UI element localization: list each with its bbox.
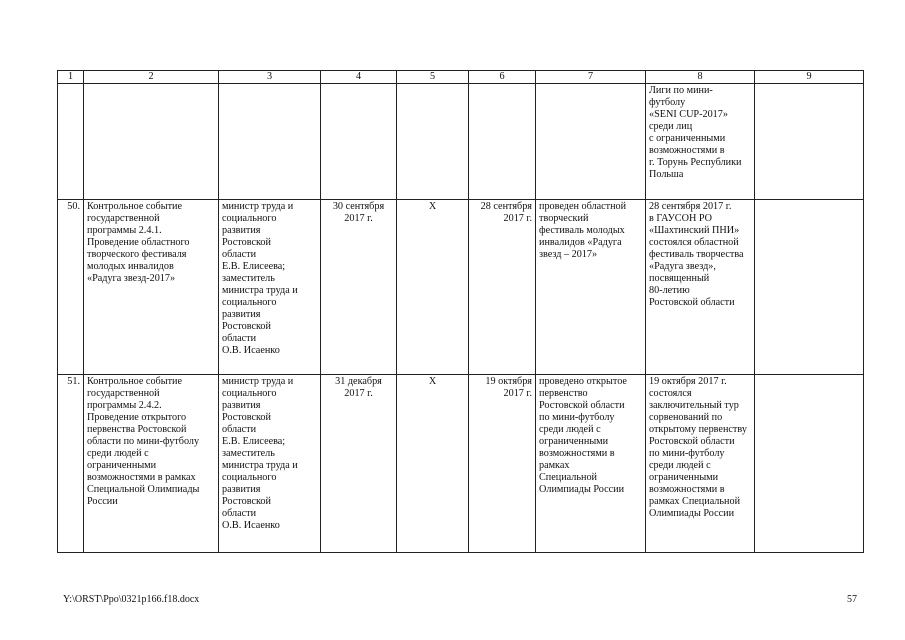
fact-date-cell <box>469 84 536 200</box>
row-number <box>58 84 84 200</box>
table-row <box>58 84 864 200</box>
page-number: 57 <box>847 594 857 605</box>
event-cell: Контрольное событие государственной программы 2.4.1. Проведение областного творческого фестиваля молодых инвалидов «Радуга звезд-2017» <box>84 200 219 375</box>
plan-date-cell <box>321 84 397 200</box>
header-cell-8: 8 <box>646 71 755 84</box>
plan-date-cell: 30 сентября 2017 г. <box>321 200 397 375</box>
row-number: 51. <box>58 375 84 553</box>
row-number: 50. <box>58 200 84 375</box>
responsible-cell: министр труда и социального развития Ростовской области Е.В. Елисеева; заместитель министра труда и социального развития Ростовской области О.В. Исаенко <box>219 375 321 553</box>
file-path: Y:\ORST\Ppo\0321p166.f18.docx <box>63 594 200 605</box>
responsible-cell: министр труда и социального развития Ростовской области Е.В. Елисеева; заместитель министра труда и социального развития Ростовской области О.В. Исаенко <box>219 200 321 375</box>
plan-date-cell: 31 декабря 2017 г. <box>321 375 397 553</box>
result-cell <box>536 84 646 200</box>
result-cell: проведено открытое первенство Ростовской области по мини-футболу среди людей с ограниченными возможностями в рамках Специальной Олимпиады России <box>536 375 646 553</box>
fact-date-cell: 28 сентября 2017 г. <box>469 200 536 375</box>
note-cell <box>755 84 864 200</box>
event-cell: Контрольное событие государственной программы 2.4.2. Проведение открытого первенства Ростовской области по мини-футболу среди людей с ограниченными возможностями в рамках Специальной Олимпиады России <box>84 375 219 553</box>
fact-date-cell: 19 октября 2017 г. <box>469 375 536 553</box>
header-row <box>58 71 864 84</box>
x-cell: Х <box>397 375 469 553</box>
note-cell <box>755 200 864 375</box>
note-cell <box>755 375 864 553</box>
header-cell-9: 9 <box>755 71 864 84</box>
header-cell-6: 6 <box>469 71 536 84</box>
report-table <box>57 70 864 553</box>
info-cell: Лиги по мини- футболу «SENI CUP-2017» среди лиц с ограниченными возможностями в г. Торунь Республики Польша <box>646 84 755 200</box>
x-cell: Х <box>397 200 469 375</box>
info-cell: 28 сентября 2017 г. в ГАУСОН РО «Шахтинский ПНИ» состоялся областной фестиваль творчества «Радуга звезд», посвященный 80-летию Ростовской области <box>646 200 755 375</box>
x-cell <box>397 84 469 200</box>
header-cell-1: 1 <box>58 71 84 84</box>
header-cell-4: 4 <box>321 71 397 84</box>
result-cell: проведен областной творческий фестиваль молодых инвалидов «Радуга звезд – 2017» <box>536 200 646 375</box>
info-cell: 19 октября 2017 г. состоялся заключительный тур сорвенований по открытому первенству Ростовской области по мини-футболу среди людей с ограниченными возможностями в рамках Специальной Олимпиады России <box>646 375 755 553</box>
table-row <box>58 200 864 375</box>
table-row <box>58 375 864 553</box>
event-cell <box>84 84 219 200</box>
responsible-cell <box>219 84 321 200</box>
header-cell-5: 5 <box>397 71 469 84</box>
header-cell-3: 3 <box>219 71 321 84</box>
header-cell-2: 2 <box>84 71 219 84</box>
header-cell-7: 7 <box>536 71 646 84</box>
